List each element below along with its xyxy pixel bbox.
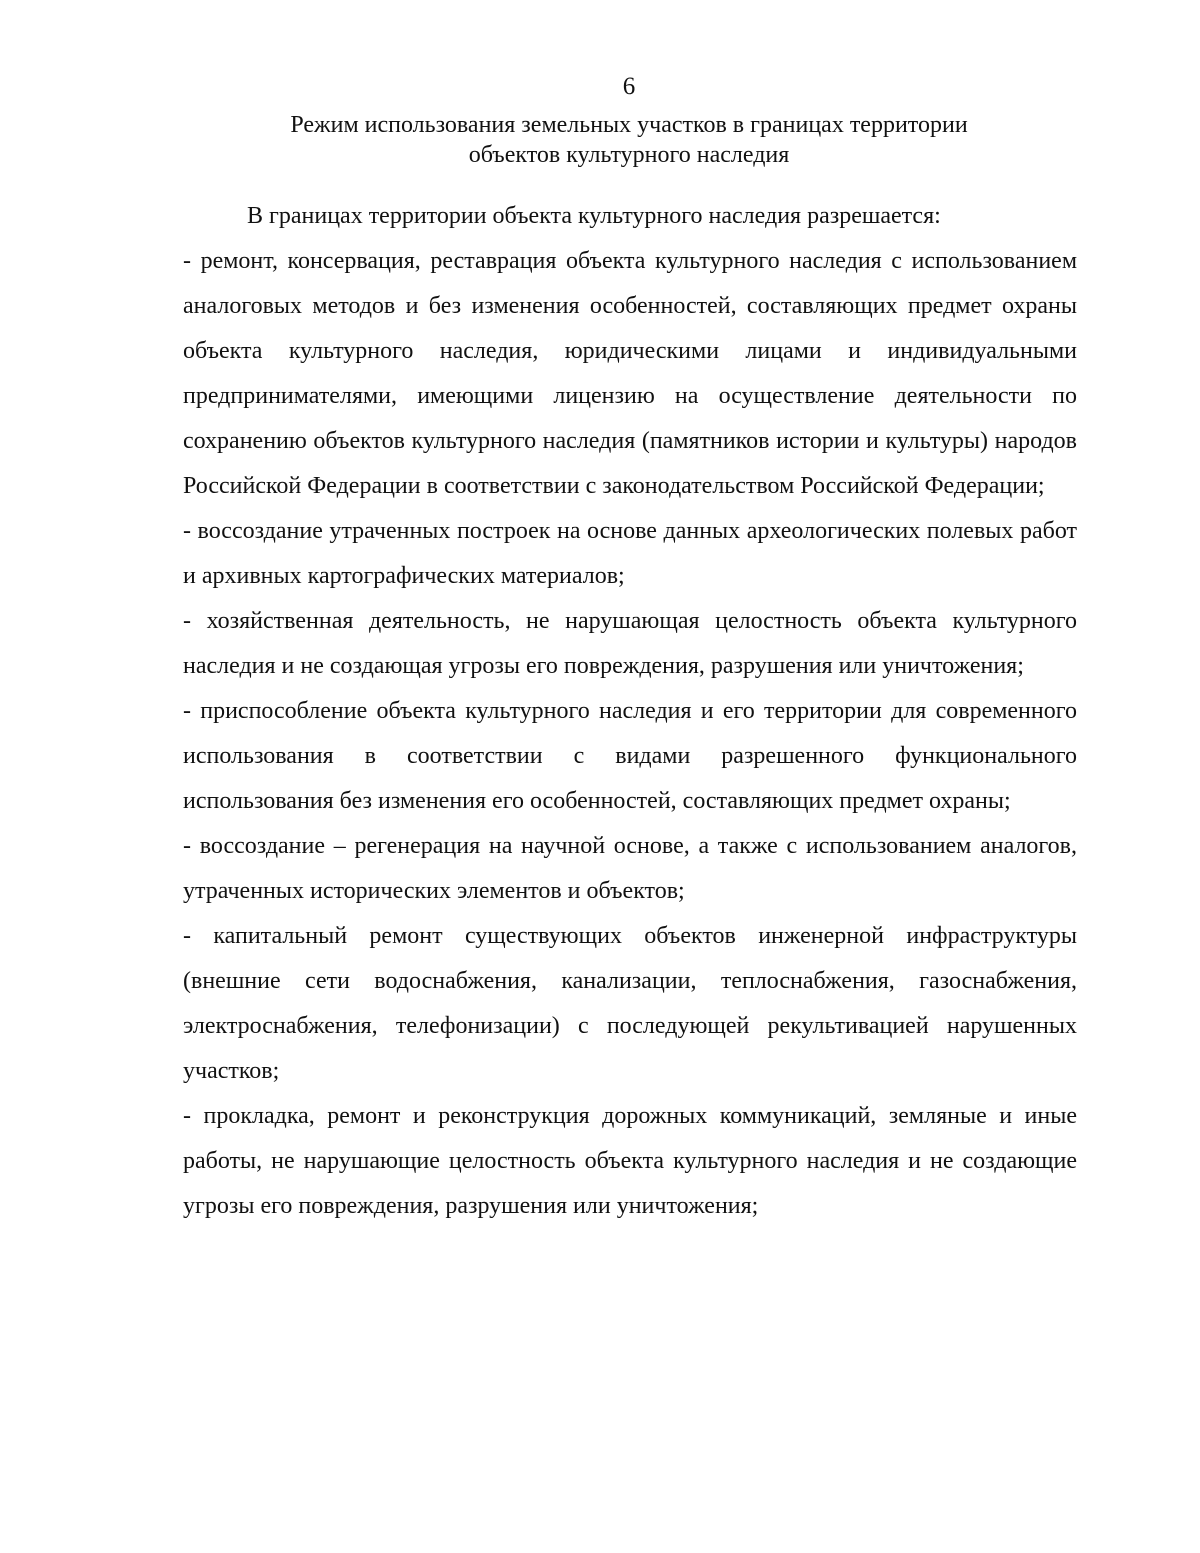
document-body	[183, 194, 1077, 1229]
list-item-economic-activity: - хозяйственная деятельность, не нарушающая целостность объекта культурного наследия и не создающая угрозы его повреждения, разрушения или уничтожения;	[183, 608, 1077, 679]
list-item-repair: - ремонт, консервация, реставрация объекта культурного наследия с использованием аналоговых методов и без изменения особенностей, составляющих предмет охраны объекта культурного наследия, юридическими лицами и индивидуальными предпринимателями, имеющими лицензию на осуществление деятельности по сохранению объектов культурного наследия (памятников истории и культуры) народов Российской Федерации в соответствии с законодательством Российской Федерации;	[183, 248, 1077, 499]
page-number: 6	[622, 73, 636, 100]
list-item-reconstruction-buildings: - воссоздание утраченных построек на основе данных археологических полевых работ и архивных картографических материалов;	[183, 518, 1077, 589]
section-heading	[0, 110, 1200, 170]
heading-line-2: объектов культурного наследия	[468, 142, 790, 168]
heading-line-1: Режим использования земельных участков в границах территории	[290, 112, 968, 138]
list-item-regeneration: - воссоздание – регенерация на научной основе, а также с использованием аналогов, утраченных исторических элементов и объектов;	[183, 833, 1077, 904]
intro-paragraph: В границах территории объекта культурного наследия разрешается:	[247, 203, 941, 229]
list-item-adaptation: - приспособление объекта культурного наследия и его территории для современного использования в соответствии с видами разрешенного функционального использования без изменения его особенностей, составляющих предмет охраны;	[183, 698, 1077, 814]
list-item-road-works: - прокладка, ремонт и реконструкция дорожных коммуникаций, земляные и иные работы, не нарушающие целостность объекта культурного наследия и не создающие угрозы его повреждения, разрушения или уничтожения;	[183, 1103, 1077, 1219]
list-item-infrastructure-repair: - капитальный ремонт существующих объектов инженерной инфраструктуры (внешние сети водоснабжения, канализации, теплоснабжения, газоснабжения, электроснабжения, телефонизации) с последующей рекультивацией нарушенных участков;	[183, 923, 1077, 1084]
